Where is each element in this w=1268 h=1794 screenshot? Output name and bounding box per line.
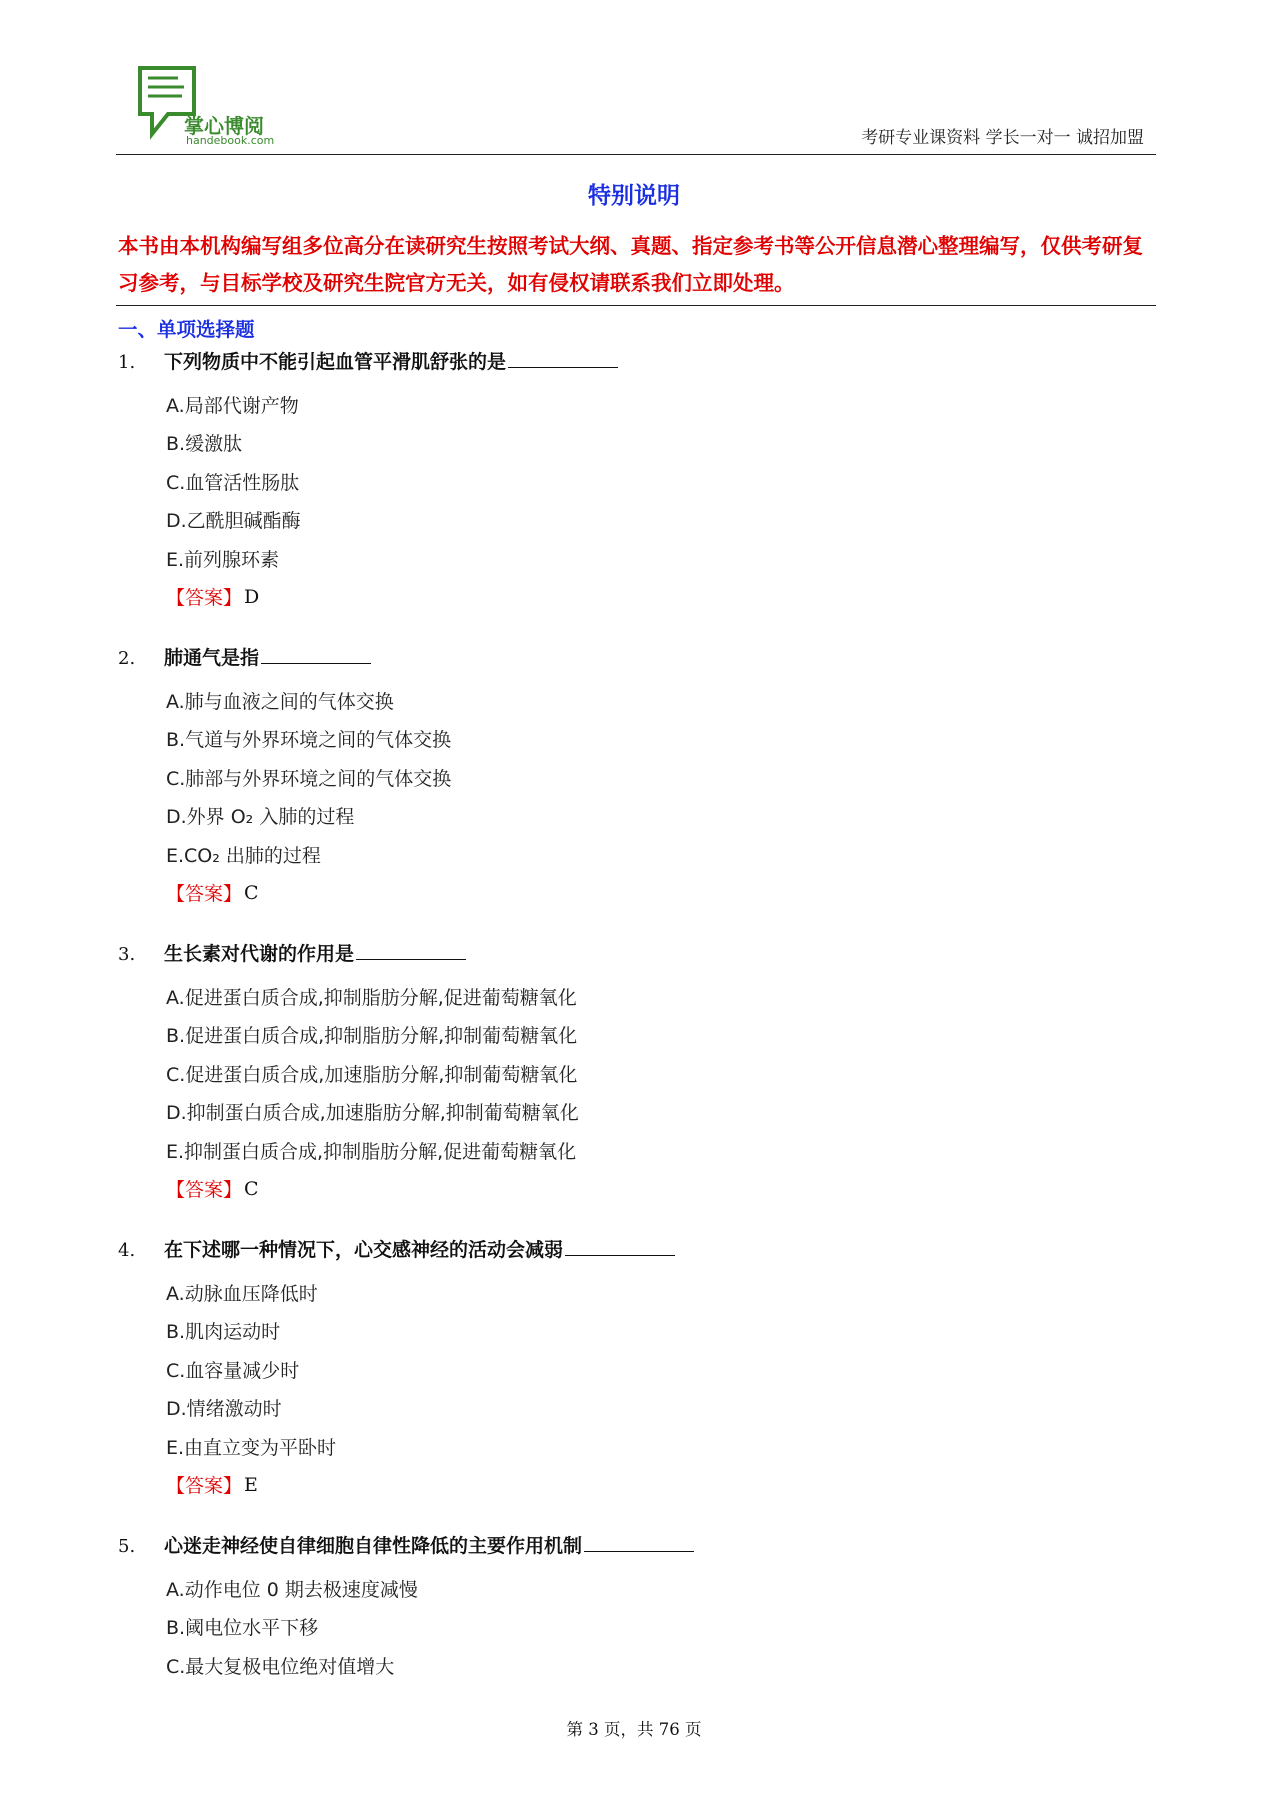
option-b: B.缓激肽 (166, 433, 243, 456)
question-number: 5. (118, 1536, 136, 1557)
option-e: E.前列腺环素 (166, 548, 280, 571)
page-footer: 第 3 页，共 76 页 (566, 1720, 702, 1739)
option-b: B.肌肉运动时 (166, 1321, 281, 1344)
option-c: C.促进蛋白质合成,加速脂肪分解,抑制葡萄糖氧化 (166, 1063, 578, 1086)
answer-label: 【答案】 (166, 1475, 243, 1497)
answer-line (166, 1170, 1138, 1208)
question-3 (118, 939, 1138, 1208)
answer-blank (565, 1237, 675, 1256)
question-4 (118, 1235, 1138, 1504)
option-d: D.外界 O₂ 入肺的过程 (166, 806, 355, 829)
answer-line (166, 874, 1138, 912)
answer-line (166, 578, 1138, 616)
logo (134, 62, 284, 148)
answer-line (166, 1466, 1138, 1504)
option-d: D.乙酰胆碱酯酶 (166, 510, 301, 533)
option-d: D.情绪激动时 (166, 1398, 282, 1421)
question-text: 肺通气是指 (164, 647, 260, 669)
question-2 (118, 643, 1138, 912)
page-header (116, 56, 1156, 155)
answer-blank (508, 349, 618, 368)
option-a: A.促进蛋白质合成,抑制脂肪分解,促进葡萄糖氧化 (166, 986, 577, 1009)
divider (116, 305, 1156, 306)
answer-value: C (244, 1177, 259, 1200)
answer-label: 【答案】 (166, 883, 243, 905)
notice-text: 本书由本机构编写组多位高分在读研究生按照考试大纲、真题、指定参考书等公开信息潜心整理编写，仅供考研复习参考，与目标学校及研究生院官方无关，如有侵权请联系我们立即处理。 (118, 234, 1143, 295)
question-5 (118, 1531, 1138, 1685)
option-d: D.抑制蛋白质合成,加速脂肪分解,抑制葡萄糖氧化 (166, 1102, 579, 1125)
answer-value: C (244, 881, 259, 904)
question-number: 2. (118, 648, 136, 669)
section-heading: 一、单项选择题 (118, 318, 255, 341)
question-1 (118, 347, 1138, 616)
question-text: 心迷走神经使自律细胞自律性降低的主要作用机制 (164, 1535, 583, 1557)
option-e: E.抑制蛋白质合成,抑制脂肪分解,促进葡萄糖氧化 (166, 1140, 577, 1163)
option-a: A.动脉血压降低时 (166, 1282, 318, 1305)
answer-label: 【答案】 (166, 587, 243, 609)
question-text: 下列物质中不能引起血管平滑肌舒张的是 (164, 351, 507, 373)
answer-blank (584, 1533, 694, 1552)
answer-blank (261, 645, 371, 664)
answer-blank (356, 941, 466, 960)
logo-text: 掌心博阅 (184, 114, 264, 138)
logo-url: handebook.com (186, 134, 275, 147)
question-number: 3. (118, 944, 136, 965)
option-e: E.由直立变为平卧时 (166, 1436, 337, 1459)
page-title: 特别说明 (588, 183, 680, 209)
option-c: C.血容量减少时 (166, 1359, 300, 1382)
question-text: 在下述哪一种情况下，心交感神经的活动会减弱 (164, 1239, 564, 1261)
option-e: E.CO₂ 出肺的过程 (166, 844, 321, 867)
header-tagline: 考研专业课资料 学长一对一 诚招加盟 (861, 128, 1144, 148)
option-b: B.气道与外界环境之间的气体交换 (166, 729, 452, 752)
option-c: C.最大复极电位绝对值增大 (166, 1655, 395, 1678)
answer-label: 【答案】 (166, 1179, 243, 1201)
option-a: A.局部代谢产物 (166, 394, 299, 417)
answer-value: D (244, 585, 260, 608)
option-a: A.肺与血液之间的气体交换 (166, 690, 394, 713)
question-number: 1. (118, 352, 136, 373)
option-c: C.血管活性肠肽 (166, 471, 300, 494)
option-a: A.动作电位 0 期去极速度减慢 (166, 1578, 418, 1601)
answer-value: E (244, 1473, 258, 1496)
option-b: B.促进蛋白质合成,抑制脂肪分解,抑制葡萄糖氧化 (166, 1025, 578, 1048)
option-b: B.阈电位水平下移 (166, 1617, 319, 1640)
question-number: 4. (118, 1240, 136, 1261)
question-text: 生长素对代谢的作用是 (164, 943, 355, 965)
option-c: C.肺部与外界环境之间的气体交换 (166, 767, 452, 790)
